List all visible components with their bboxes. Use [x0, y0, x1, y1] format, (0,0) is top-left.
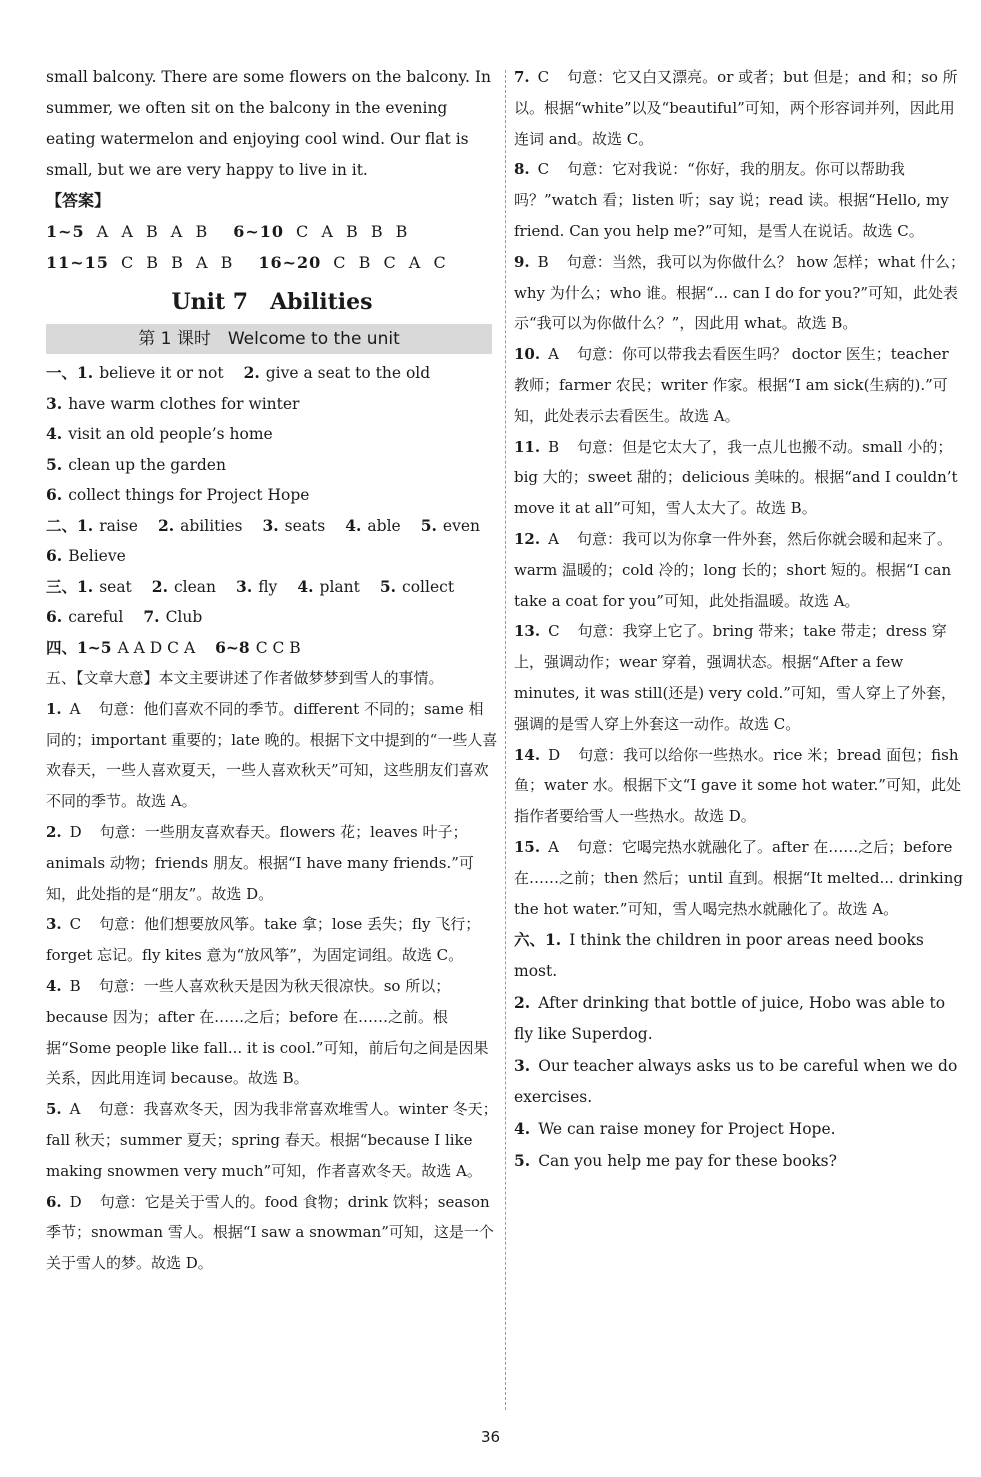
question-answer: A — [69, 699, 81, 718]
item-answer: have warm clothes for winter — [68, 394, 300, 413]
item-answer: C C B — [255, 638, 301, 657]
item-number: 4. — [345, 515, 362, 535]
translation-sentence — [514, 1145, 966, 1177]
question-explanation — [46, 694, 498, 817]
item-number: 5. — [379, 576, 397, 596]
item-answer: visit an old people’s home — [68, 425, 273, 443]
answer-key-row — [46, 247, 498, 278]
translation-sentence — [514, 1113, 966, 1145]
item-answer: seat — [99, 577, 132, 596]
answer-range: 1~5 — [46, 222, 85, 241]
question-number: 4. — [46, 976, 62, 995]
item-answer: Believe — [68, 547, 126, 565]
question-answer: C — [69, 915, 82, 934]
question-explanation — [46, 817, 498, 909]
item-number: 3. — [236, 576, 253, 596]
item-number: 6. — [46, 546, 63, 565]
item-number: 6. — [46, 607, 63, 626]
item-number: 3. — [262, 515, 279, 535]
translation-sentence — [514, 1050, 966, 1113]
answer-line — [46, 602, 498, 633]
sentence-text: We can raise money for Project Hope. — [538, 1120, 836, 1139]
passage-text: small balcony. There are some flowers on the balcony. In summer, we often sit on the balcony in the evening eating watermelon and enjoying cool wind. Our flat is small, but we are very happy to live in it. — [46, 68, 491, 179]
sentence-number: 六、1. — [514, 930, 562, 950]
question-answer: D — [548, 745, 561, 764]
item-answer: clean — [173, 577, 217, 596]
item-answer: careful — [68, 608, 124, 626]
question-answer: A — [548, 529, 559, 548]
item-number: 7. — [143, 607, 160, 626]
item-answer: Club — [165, 608, 203, 626]
question-explanation — [46, 1094, 498, 1186]
question-text: 句意：一些朋友喜欢春天。flowers 花；leaves 叶子；animals 动物；friends 朋友。根据“I have many friends.”可知，此处指的是“朋友”。故选 D。 — [46, 822, 474, 903]
question-number: 14. — [514, 745, 541, 764]
question-answer: B — [537, 252, 549, 271]
translation-sentence — [514, 987, 966, 1050]
section-three — [46, 572, 498, 633]
question-answer: A — [548, 837, 559, 856]
item-answer: able — [367, 516, 401, 535]
question-explanation — [514, 154, 966, 246]
question-explanation — [46, 971, 498, 1094]
item-answer: even — [442, 516, 480, 535]
question-explanation — [514, 832, 966, 924]
item-number: 6~8 — [215, 637, 250, 657]
question-answer: D — [69, 822, 82, 841]
item-number: 四、1~5 — [46, 637, 112, 657]
answer-key — [46, 216, 498, 278]
section-four — [46, 633, 498, 664]
question-number: 10. — [514, 345, 541, 364]
lesson-title: 第 1 课时 Welcome to the unit — [46, 324, 492, 354]
question-answer: A — [548, 345, 559, 364]
item-number: 4. — [297, 576, 314, 596]
answer-values: C A B B B — [296, 222, 412, 241]
sentence-number: 3. — [514, 1056, 531, 1076]
question-explanation — [514, 616, 966, 739]
answer-line — [46, 633, 498, 664]
item-answer: fly — [258, 577, 278, 596]
item-number: 4. — [46, 424, 63, 443]
section-five-intro: 五、【文章大意】本文主要讲述了作者做梦梦到雪人的事情。 — [46, 669, 444, 687]
question-number: 1. — [46, 699, 62, 718]
question-number: 15. — [514, 837, 541, 856]
answer-line — [46, 450, 498, 481]
question-answer: D — [69, 1192, 82, 1211]
right-column — [514, 62, 966, 1177]
answer-line — [46, 389, 498, 420]
answer-line — [46, 419, 498, 450]
question-number: 6. — [46, 1192, 62, 1211]
item-number: 2. — [151, 576, 168, 596]
question-answer: C — [537, 68, 550, 86]
question-explanation — [514, 62, 966, 154]
right-questions — [514, 62, 966, 924]
answer-range: 6~10 — [233, 222, 285, 241]
sentence-number: 2. — [514, 993, 531, 1013]
question-explanation — [46, 1187, 498, 1279]
item-answer: believe it or not — [99, 364, 224, 382]
question-text: 句意：我可以给你一些热水。rice 米；bread 面包；fish 鱼；water 水。根据下文“I gave it some hot water.”可知，此处指作者要给雪人一些热水。故选 D。 — [514, 745, 961, 826]
question-text: 句意：但是它太大了，我一点儿也搬不动。small 小的；big 大的；sweet 甜的；delicious 美味的。根据“and I couldn’t move it at all”可知，雪人太大了。故选 B。 — [514, 437, 958, 518]
answer-line — [46, 480, 498, 511]
question-answer: B — [69, 976, 81, 995]
question-answer: C — [537, 160, 550, 179]
question-text: 句意：我穿上它了。bring 带来；take 带走；dress 穿上，强调动作；wear 穿着，强调状态。根据“After a few minutes, it was still(还是) very cold.”可知，雪人穿上了外套，强调的是雪人穿上外套这一动作。故选 C。 — [514, 622, 956, 733]
answer-line — [46, 572, 498, 603]
item-answer: abilities — [180, 516, 243, 535]
item-number: 一、1. — [46, 363, 94, 382]
sentence-text: Our teacher always asks us to be careful when we do exercises. — [514, 1057, 958, 1107]
sentence-text: After drinking that bottle of juice, Hobo was able to fly like Superdog. — [514, 994, 946, 1044]
question-text: 句意：它又白又漂亮。or 或者；but 但是；and 和；so 所以。根据“white”以及“beautiful”可知，两个形容词并列，因此用连词 and。故选 C。 — [514, 68, 958, 148]
item-number: 3. — [46, 393, 63, 413]
question-number: 9. — [514, 252, 530, 271]
answer-line — [46, 541, 498, 572]
question-text: 句意：我可以为你拿一件外套，然后你就会暖和起来了。warm 温暖的；cold 冷的；long 长的；short 短的。根据“I can take a coat for you”可知，此处指温暖。故选 A。 — [514, 529, 952, 610]
answer-values: C B C A C — [333, 253, 450, 272]
question-number: 12. — [514, 529, 541, 548]
item-answer: clean up the garden — [68, 455, 226, 474]
question-text: 句意：他们想要放风筝。take 拿；lose 丢失；fly 飞行；forget 忘记。fly kites 意为“放风筝”，为固定词组。故选 C。 — [46, 915, 481, 965]
item-answer: plant — [319, 577, 360, 596]
sentence-number: 5. — [514, 1151, 531, 1171]
question-text: 句意：我喜欢冬天，因为我非常喜欢堆雪人。winter 冬天；fall 秋天；summer 夏天；spring 春天。根据“because I like making snowmen very much”可知，作者喜欢冬天。故选 A。 — [46, 1100, 498, 1180]
left-questions — [46, 694, 498, 1279]
question-explanation — [514, 247, 966, 339]
answer-values: A A B A B — [96, 222, 212, 241]
item-number: 2. — [243, 363, 260, 382]
answer-line — [46, 358, 498, 389]
item-answer: collect things for Project Hope — [68, 486, 310, 504]
question-text: 句意：他们喜欢不同的季节。different 不同的；same 相同的；important 重要的；late 晚的。根据下文中提到的“一些人喜欢春天，一些人喜欢夏天，一些人喜欢秋天”可知，这些朋友们喜欢不同的季节。故选 A。 — [46, 699, 498, 811]
question-number: 8. — [514, 160, 530, 179]
section-one — [46, 358, 498, 511]
question-number: 7. — [514, 68, 530, 86]
translation-sentence — [514, 924, 966, 987]
item-answer: collect — [402, 577, 455, 596]
answer-key-row — [46, 216, 498, 247]
question-explanation — [514, 740, 966, 832]
section-two — [46, 511, 498, 572]
question-text: 句意：它喝完热水就融化了。after 在……之后；before 在……之前；then 然后；until 直到。根据“It melted... drinking the hot water.”可知，雪人喝完热水就融化了。故选 A。 — [514, 837, 963, 918]
question-answer: B — [548, 437, 560, 456]
item-number: 2. — [157, 515, 175, 535]
item-answer: seats — [284, 516, 326, 535]
item-number: 6. — [46, 485, 63, 504]
question-number: 13. — [514, 622, 541, 641]
item-answer: give a seat to the old — [265, 364, 431, 382]
question-explanation — [514, 432, 966, 524]
item-number: 5. — [46, 454, 63, 474]
question-explanation — [46, 909, 498, 971]
section-six — [514, 924, 966, 1177]
question-answer: A — [69, 1100, 81, 1119]
item-number: 三、1. — [46, 576, 94, 596]
answer-range: 16~20 — [258, 253, 322, 272]
question-text: 句意：它是关于雪人的。food 食物；drink 饮料；season 季节；snowman 雪人。根据“I saw a snowman”可知，这是一个关于雪人的梦。故选 D。 — [46, 1192, 494, 1273]
answer-values: C B B A B — [120, 253, 237, 272]
answer-range: 11~15 — [46, 253, 109, 272]
question-text: 句意：你可以带我去看医生吗？ doctor 医生；teacher 教师；farmer 农民；writer 作家。根据“I am sick(生病的).”可知，此处表示去看医生。故选 A。 — [514, 345, 949, 425]
sentence-number: 4. — [514, 1119, 531, 1139]
question-number: 3. — [46, 915, 62, 934]
item-answer: raise — [99, 516, 138, 535]
item-number: 5. — [420, 515, 437, 535]
question-number: 11. — [514, 437, 541, 456]
column-divider — [505, 70, 506, 1410]
sentence-text: I think the children in poor areas need books most. — [514, 931, 924, 981]
unit-title: Unit 7 Abilities — [171, 289, 373, 315]
answer-line — [46, 511, 498, 542]
left-column — [46, 62, 498, 1279]
item-number: 二、1. — [46, 515, 94, 535]
question-number: 5. — [46, 1100, 62, 1119]
question-text: 句意：一些人喜欢秋天是因为秋天很凉快。so 所以；because 因为；after 在……之后；before 在……之前。根据“Some people like fall... it is cool.”可知，前后句之间是因果关系，因此用连词 because。故选 B。 — [46, 976, 489, 1088]
page-number: 36 — [480, 1428, 501, 1446]
item-answer: A A D C A — [117, 638, 196, 657]
question-text: 句意：它对我说：“你好，我的朋友。你可以帮助我吗？”watch 看；listen 听；say 说；read 读。根据“Hello, my friend. Can you help me?”可知，是雪人在说话。故选 C。 — [514, 160, 949, 240]
question-number: 2. — [46, 822, 62, 841]
question-text: 句意：当然，我可以为你做什么？ how 怎样；what 什么；why 为什么；who 谁。根据“... can I do for you?”可知，此处表示“我可以为你做什么？”，因此用 what。故选 B。 — [514, 252, 966, 333]
sentence-text: Can you help me pay for these books? — [538, 1152, 837, 1171]
answer-heading: 【答案】 — [46, 191, 111, 210]
question-explanation — [514, 339, 966, 431]
question-answer: C — [548, 622, 560, 641]
question-explanation — [514, 524, 966, 616]
